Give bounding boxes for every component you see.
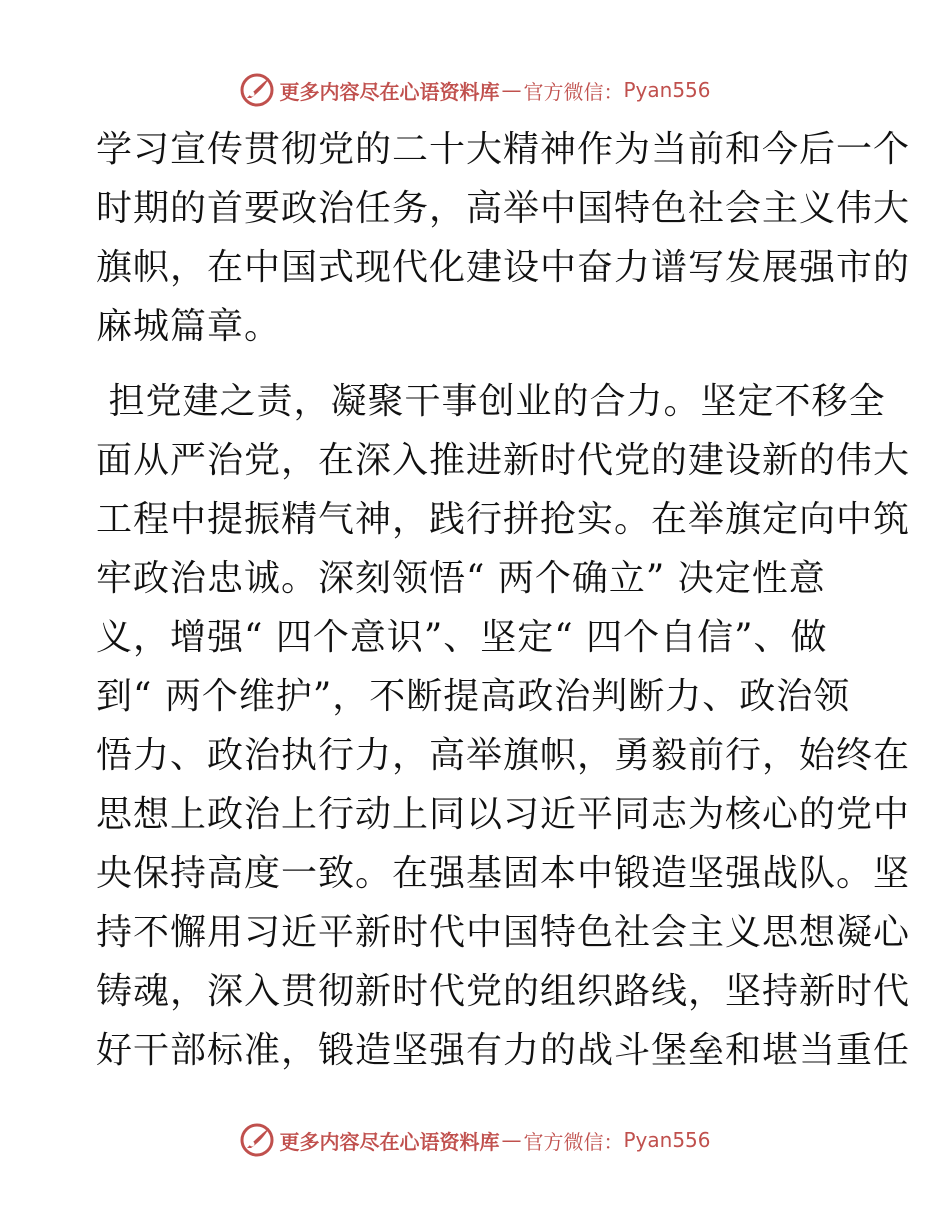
paragraph-line: 麻城篇章。 [96, 306, 282, 347]
paragraph-line: 面从严治党，在深入推进新时代党的建设新的伟大 [96, 440, 911, 481]
paragraph-line: 好干部标准，锻造坚强有力的战斗堡垒和堪当重任 [96, 1030, 911, 1071]
paragraph-1 [96, 120, 911, 356]
paragraph-line: 悟力、政治执行力，高举旗帜，勇毅前行，始终在 [96, 735, 911, 776]
paragraph-line: 学习宣传贯彻党的二十大精神作为当前和今后一个 [96, 129, 911, 170]
paragraph-line: 义，增强“ 四个意识”、坚定“ 四个自信”、做 [96, 617, 828, 658]
paragraph-line: 持不懈用习近平新时代中国特色社会主义思想凝心 [96, 912, 911, 953]
footer-official-label: 官方微信： [523, 1129, 624, 1154]
header-official-label: 官方微信： [523, 79, 624, 104]
footer-watermark [0, 1120, 950, 1160]
paragraph-line: 央保持高度一致。在强基固本中锻造坚强战队。坚 [96, 853, 911, 894]
header-wechat-handle: Pyan556 [623, 78, 711, 102]
quill-circle-icon [239, 72, 275, 108]
paragraph-line: 工程中提振精气神，践行拼抢实。在举旗定向中筑 [96, 499, 911, 540]
footer-wechat-handle: Pyan556 [623, 1128, 711, 1152]
header-watermark [0, 70, 950, 110]
footer-separator: — [501, 1128, 522, 1152]
paragraph-line: 担党建之责，凝聚干事创业的合力。坚定不移全 [96, 381, 886, 422]
document-body [96, 120, 911, 1080]
quill-circle-icon [239, 1122, 275, 1158]
paragraph-line: 时期的首要政治任务，高举中国特色社会主义伟大 [96, 188, 911, 229]
header-brand-text: 更多内容尽在心语资料库 [279, 79, 500, 104]
paragraph-line: 思想上政治上行动上同以习近平同志为核心的党中 [96, 794, 911, 835]
header-separator: — [501, 78, 522, 102]
paragraph-line: 到“ 两个维护”，不断提高政治判断力、政治领 [96, 676, 851, 717]
paragraph-2 [96, 372, 911, 1080]
paragraph-line: 牢政治忠诚。深刻领悟“ 两个确立” 决定性意 [96, 558, 826, 599]
footer-brand-text: 更多内容尽在心语资料库 [279, 1129, 500, 1154]
paragraph-line: 铸魂，深入贯彻新时代党的组织路线，坚持新时代 [96, 971, 911, 1012]
paragraph-line: 旗帜，在中国式现代化建设中奋力谱写发展强市的 [96, 247, 911, 288]
